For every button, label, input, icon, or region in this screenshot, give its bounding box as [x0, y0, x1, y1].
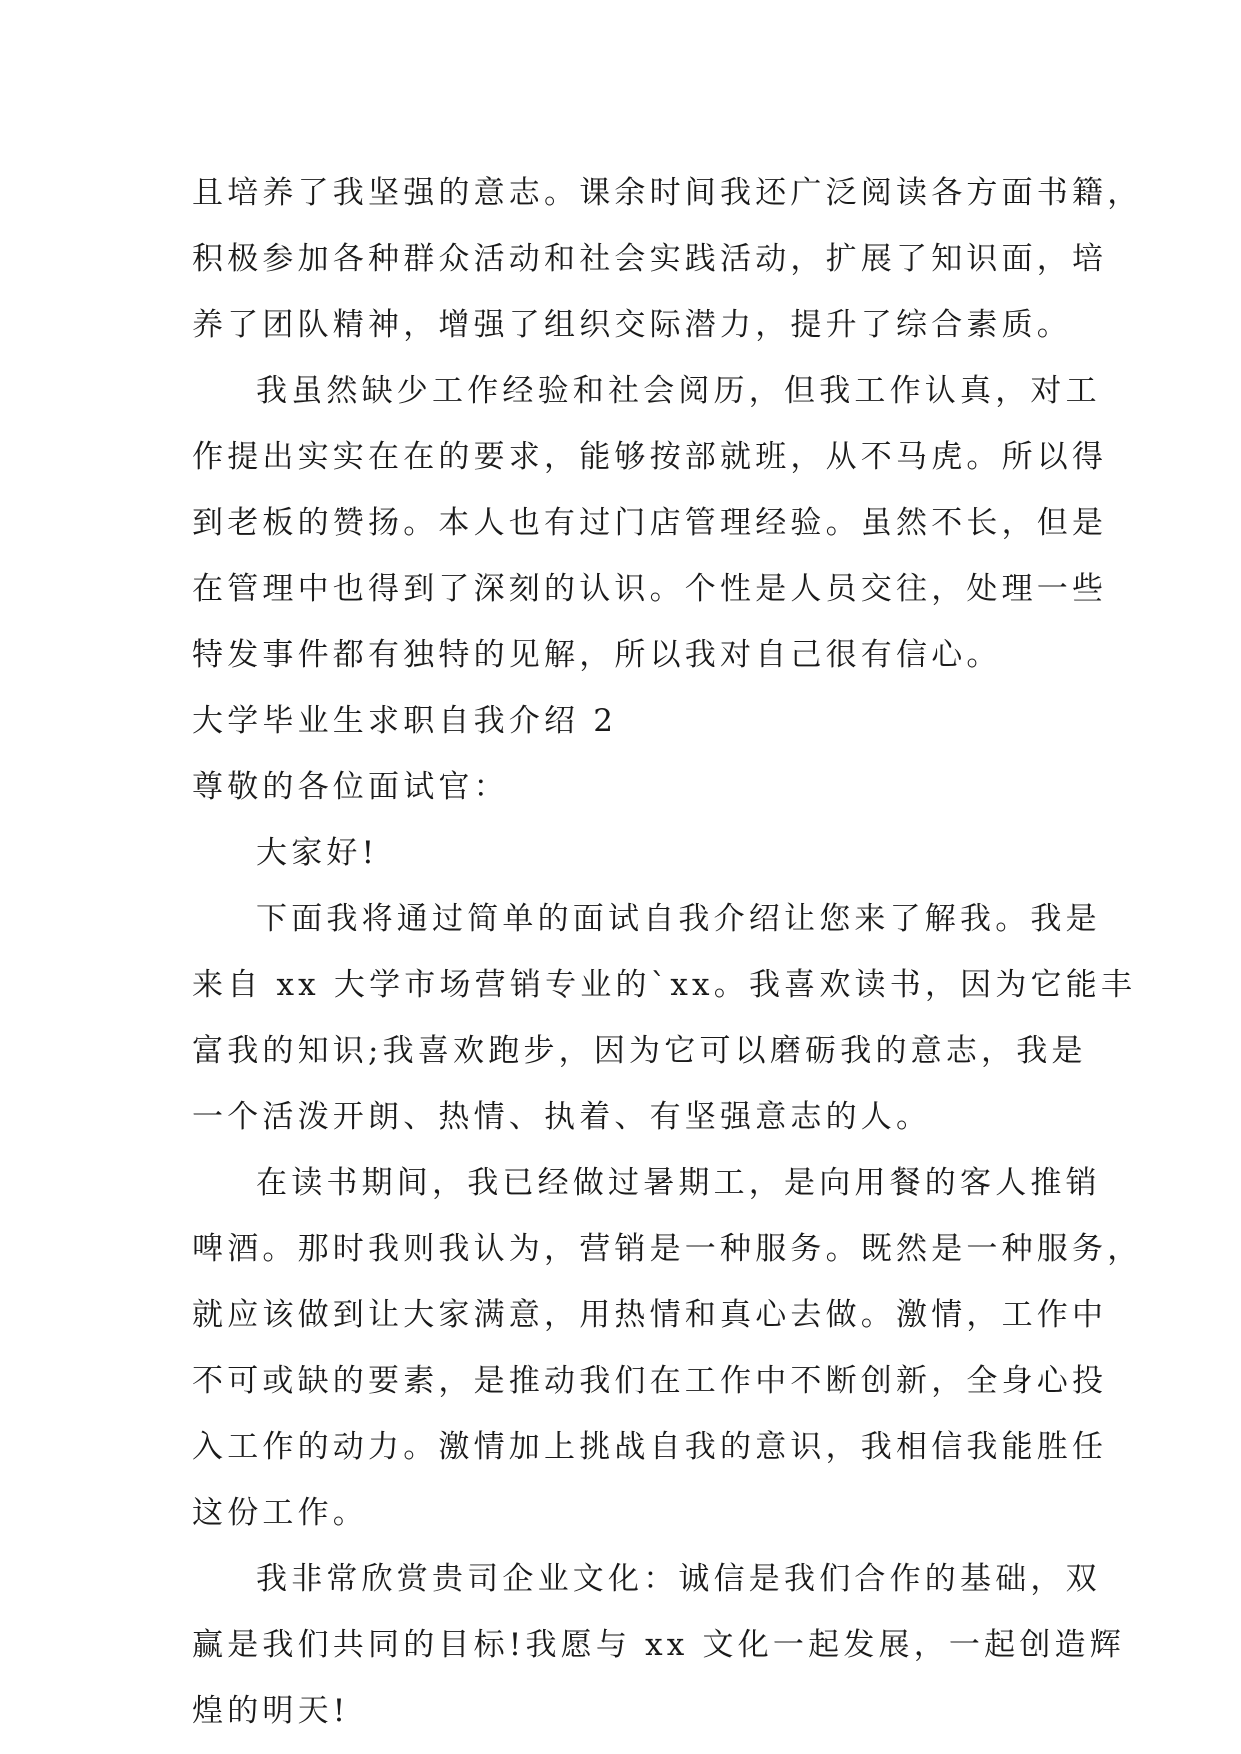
paragraph-first-line: 在读书期间，我已经做过暑期工，是向用餐的客人推销 — [256, 1165, 1101, 1201]
text-line: 养了团队精神，增强了组织交际潜力，提升了综合素质。 — [192, 307, 1072, 343]
text-line: 特发事件都有独特的见解，所以我对自己很有信心。 — [192, 637, 1002, 673]
text-line: 且培养了我坚强的意志。课余时间我还广泛阅读各方面书籍， — [192, 175, 1143, 211]
text-line: 啤酒。那时我则我认为，营销是一种服务。既然是一种服务， — [192, 1231, 1143, 1267]
section-heading: 大学毕业生求职自我介绍 2 — [192, 703, 618, 739]
salutation: 尊敬的各位面试官： — [192, 769, 509, 805]
text-line: 就应该做到让大家满意，用热情和真心去做。激情，工作中 — [192, 1297, 1108, 1333]
text-line: 作提出实实在在的要求，能够按部就班，从不马虎。所以得 — [192, 439, 1108, 475]
text-line: 积极参加各种群众活动和社会实践活动，扩展了知识面，培 — [192, 241, 1108, 277]
text-line: 赢是我们共同的目标!我愿与 xx 文化一起发展，一起创造辉 — [192, 1627, 1125, 1663]
text-line: 不可或缺的要素，是推动我们在工作中不断创新，全身心投 — [192, 1363, 1108, 1399]
document-body — [192, 160, 1143, 1744]
text-line: 入工作的动力。激情加上挑战自我的意识，我相信我能胜任 — [192, 1429, 1108, 1465]
greeting: 大家好! — [256, 835, 379, 871]
text-line: 一个活泼开朗、热情、执着、有坚强意志的人。 — [192, 1099, 932, 1135]
paragraph-first-line: 我虽然缺少工作经验和社会阅历，但我工作认真，对工 — [256, 373, 1101, 409]
text-line: 这份工作。 — [192, 1495, 368, 1531]
text-line: 来自 xx 大学市场营销专业的`xx。我喜欢读书，因为它能丰 — [192, 967, 1137, 1003]
text-line: 在管理中也得到了深刻的认识。个性是人员交往，处理一些 — [192, 571, 1108, 607]
text-line: 到老板的赞扬。本人也有过门店管理经验。虽然不长，但是 — [192, 505, 1108, 541]
text-line: 煌的明天! — [192, 1693, 350, 1729]
paragraph-first-line: 我非常欣赏贵司企业文化：诚信是我们合作的基础，双 — [256, 1561, 1101, 1597]
text-line: 富我的知识;我喜欢跑步，因为它可以磨砺我的意志，我是 — [192, 1033, 1087, 1069]
paragraph-first-line: 下面我将通过简单的面试自我介绍让您来了解我。我是 — [256, 901, 1101, 937]
